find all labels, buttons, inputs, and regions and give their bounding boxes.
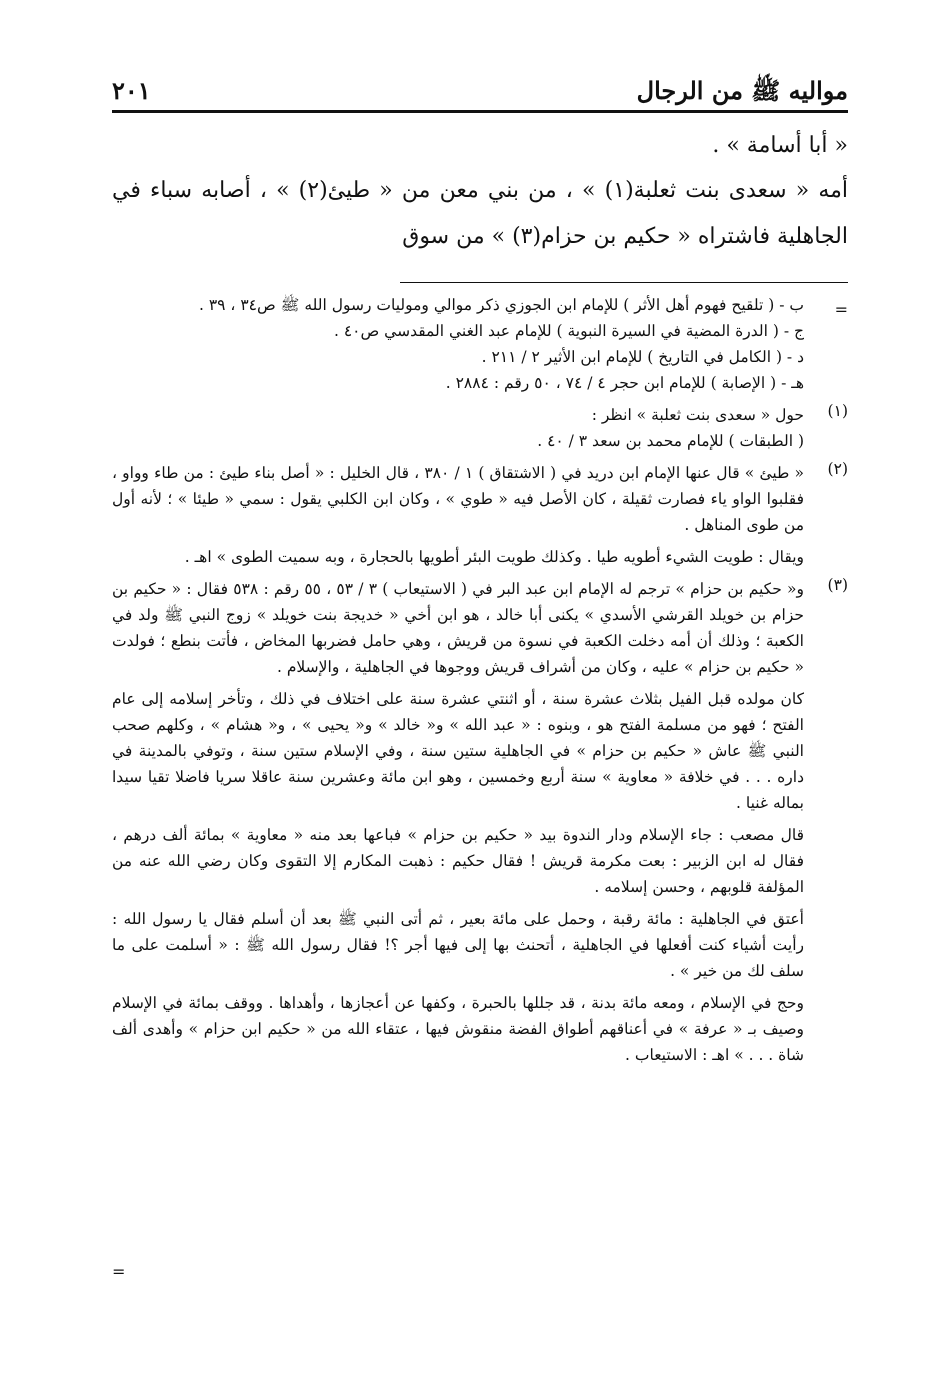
continuation-mark-top: = — [834, 300, 848, 319]
footnote-number: (٣) — [827, 576, 848, 594]
footnote-number: (١) — [827, 402, 848, 420]
footnote-separator — [400, 282, 848, 283]
footnote-number: (٢) — [827, 460, 848, 478]
main-paragraph-2: أمه « سعدى بنت ثعلبة(١) » ، من بني معن من « طيئ(٢) » ، أصابه سباء في الجاهلية فاشتراه « حكيم بن حزام(٣) » من سوق — [112, 178, 849, 249]
footnote-2 — [112, 460, 848, 570]
reference-line: ج - ( الدرة المضية في السيرة النبوية ) للإمام عبد الغني المقدسي ص٤٠ . — [333, 322, 804, 340]
reference-line: ب - ( تلقيح فهوم أهل الأثر ) للإمام ابن الجوزي ذكر موالي ومولیات رسول الله ﷺ ص٣٤ ، ٣٩ . — [198, 296, 804, 314]
footnote-paragraph: « طيئ » قال عنها الإمام ابن دريد في ( الاشتقاق ) ١ / ٣٨٠ ، قال الخليل : « أصل بناء طيئ : من طاء وواو ، فقلبوا الواو ياء فصارت ثقيلة ، كان الأصل فيه « طوي » ، وكان ابن الكلبي يقول : سمي « طيئا » ؛ لأنه أول من طوى المناهل . — [112, 464, 805, 534]
footnote-paragraph: كان مولده قبل الفيل بثلاث عشرة سنة ، أو اثنتي عشرة سنة على اختلاف في ذلك ، وتأخر إسلامه إلى عام الفتح ؛ فهو من مسلمة الفتح هو ، وبنوه : « عبد الله » و« خالد » و« يحيى » ، و« هشام » ، وكلهم صحب النبي ﷺ عاش « حكيم بن حزام » في الجاهلية ستين سنة ، وفي الإسلام ستين سنة ، وتوفي بالمدينة في داره . . . في خلافة « معاوية » سنة أربع وخمسين ، وهو ابن مائة وعشرين سنة عاقلا سريا فاضلا تقيا سيدا بماله غنيا . — [112, 690, 804, 812]
footnotes — [112, 292, 848, 1068]
footnote-paragraph: و« حكيم بن حزام » ترجم له الإمام ابن عبد البر في ( الاستيعاب ) ٣ / ٥٣ ، ٥٥ رقم : ٥٣٨ فقال : « حكيم بن حزام بن خويلد القرشي الأسدي » يكنى أبا خالد ، هو ابن أخي « خديجة بنت خويلد » زوج النبي ﷺ ولد في الكعبة ؛ وذلك أن أمه دخلت الكعبة في نسوة من قريش ، وهي حامل فضربها المخاض ، فأتت بنطع ؛ فولدت « حكيم بن حزام » عليه ، وكان من أشراف قريش ووجوها في الجاهلية ، والإسلام . — [112, 580, 805, 676]
footnote-paragraph: ويقال : طويت الشيء أطويه طيا . وكذلك طويت البئر أطويها بالحجارة ، وبه سميت الطوى » اهـ . — [184, 548, 804, 566]
footnote-continued — [112, 292, 848, 396]
footnote-3 — [112, 576, 848, 1068]
running-title: مواليه ﷺ من الرجال — [636, 76, 848, 105]
main-paragraph-1: « أبا أسامة » . — [712, 133, 848, 158]
reference-line: د - ( الكامل في التاريخ ) للإمام ابن الأثير ٢ / ٢١١ . — [481, 348, 804, 366]
reference-line: هـ - ( الإصابة ) للإمام ابن حجر ٤ / ٧٤ ، ٥٠ رقم : ٢٨٨٤ . — [445, 374, 804, 392]
footnote-paragraph: وحج في الإسلام ، ومعه مائة بدنة ، قد جللها بالحبرة ، وكفها عن أعجازها ، وأهداها . ووقف بمائة في الإسلام وصيف بـ « عرفة » في أعناقهم أطواق الفضة منقوش فيها ، عتقاء الله من « حكيم ابن حزام » وأهدى ألف شاة . . . » اهـ : الاستيعاب . — [112, 994, 804, 1064]
footnote-paragraph: قال مصعب : جاء الإسلام ودار الندوة بيد « حكيم بن حزام » فباعها بعد منه « معاوية » بمائة ألف درهم ، فقال له ابن الزبير : بعت مكرمة قريش ! فقال حكيم : ذهبت المكارم إلا التقوى وكان رضي الله عنه من المؤلفة قلوبهم ، وحسن إسلامه . — [112, 826, 804, 896]
header-rule — [112, 110, 848, 113]
footnote-line: ( الطبقات ) للإمام محمد بن سعد ٣ / ٤٠ . — [537, 432, 804, 450]
page-header — [112, 72, 848, 112]
footnote-paragraph: أعتق في الجاهلية : مائة رقبة ، وحمل على مائة بعير ، ثم أتى النبي ﷺ بعد أن أسلم فقال يا رسول الله : رأيت أشياء كنت أفعلها في الجاهلية ، أتحنث بها إلى فيها أجر ؟! فقال رسول الله ﷺ : « أسلمت على ما سلف لك من خير » . — [112, 910, 804, 980]
footnote-line: حول « سعدى بنت ثعلبة » انظر : — [591, 406, 804, 424]
main-text — [112, 124, 848, 260]
continuation-mark-bottom: = — [112, 1262, 126, 1281]
footnote-1 — [112, 402, 848, 454]
page-number: ٢٠١ — [112, 76, 151, 105]
